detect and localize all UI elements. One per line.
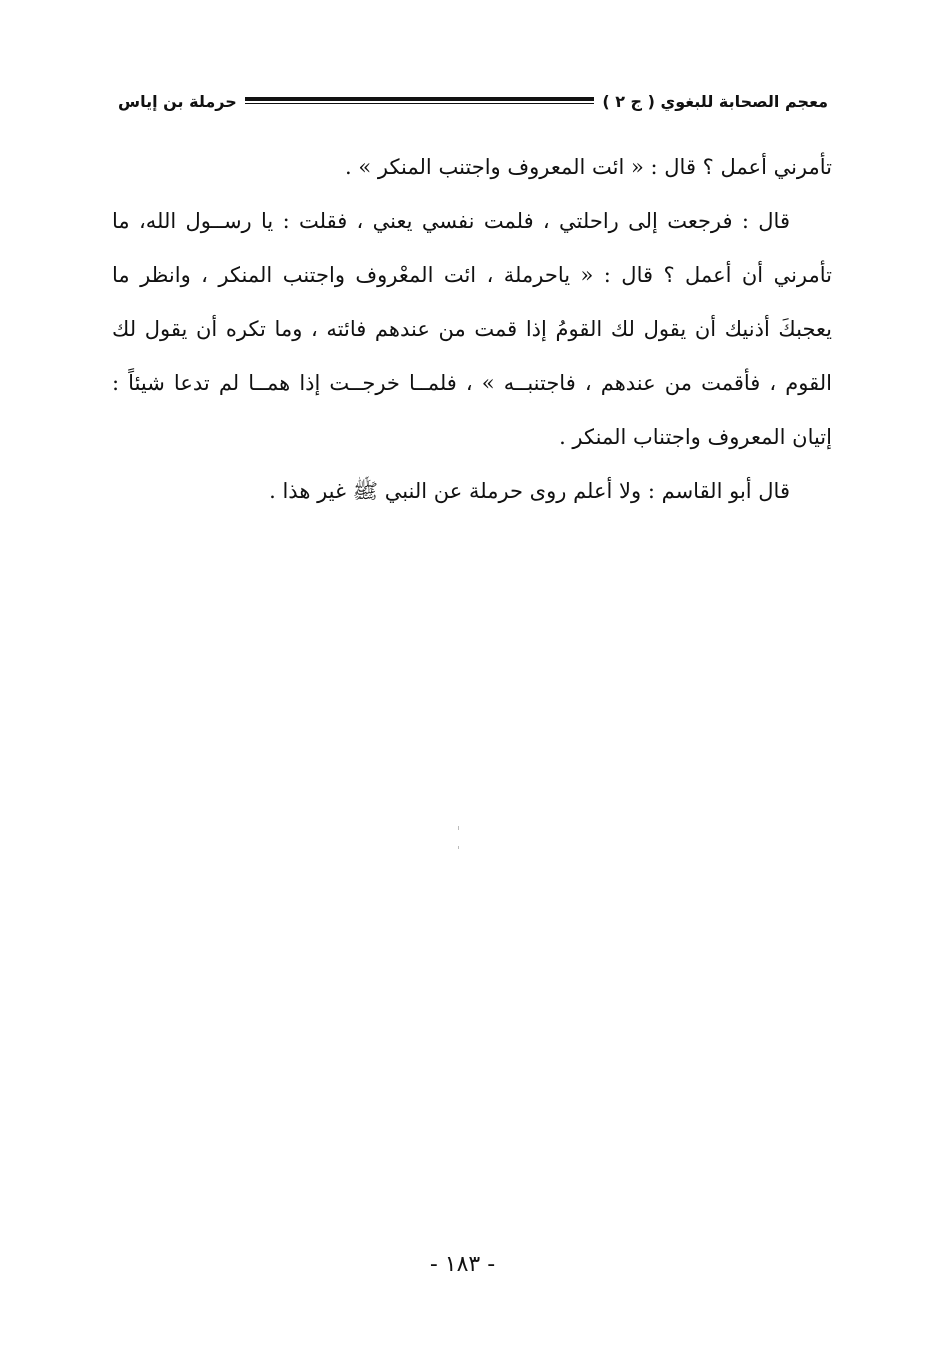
paragraph-narration: قال : فرجعت إلى راحلتي ، فلمت نفسي يعني ، فقلت : يا رســول الله، ما تأمرني أن أعمل ؟ قال : « ياحرملة ، ائت المعْروف واجتنب المنكر ، وانظر ما يعجبكَ أذنيك أن يقول لك القومُ إذا قمت من عندهم فائته ، وما تكره أن يقول لك القوم ، فأقمت من عندهم ، فاجتنبــه » ، فلمــا خرجــت إذا همــا لم تدعا شيئاً : إتيان المعروف واجتناب المنكر .	[112, 209, 832, 449]
scan-speck	[458, 826, 459, 830]
book-title: معجم الصحابة للبغوي ( ج ٢ )	[602, 91, 828, 111]
page-number: - ١٨٣ -	[429, 1252, 496, 1277]
body-text	[112, 140, 832, 518]
scan-speck	[458, 846, 459, 849]
paragraph-continuation: تأمرني أعمل ؟ قال : « ائت المعروف واجتنب المنكر » .	[345, 155, 832, 179]
entry-title: حرملة بن إياس	[118, 91, 237, 111]
paragraph-closing-remark: قال أبو القاسم : ولا أعلم روى حرملة عن النبي ﷺ غير هذا .	[269, 479, 790, 503]
running-header	[118, 86, 828, 116]
header-rule	[245, 97, 595, 106]
